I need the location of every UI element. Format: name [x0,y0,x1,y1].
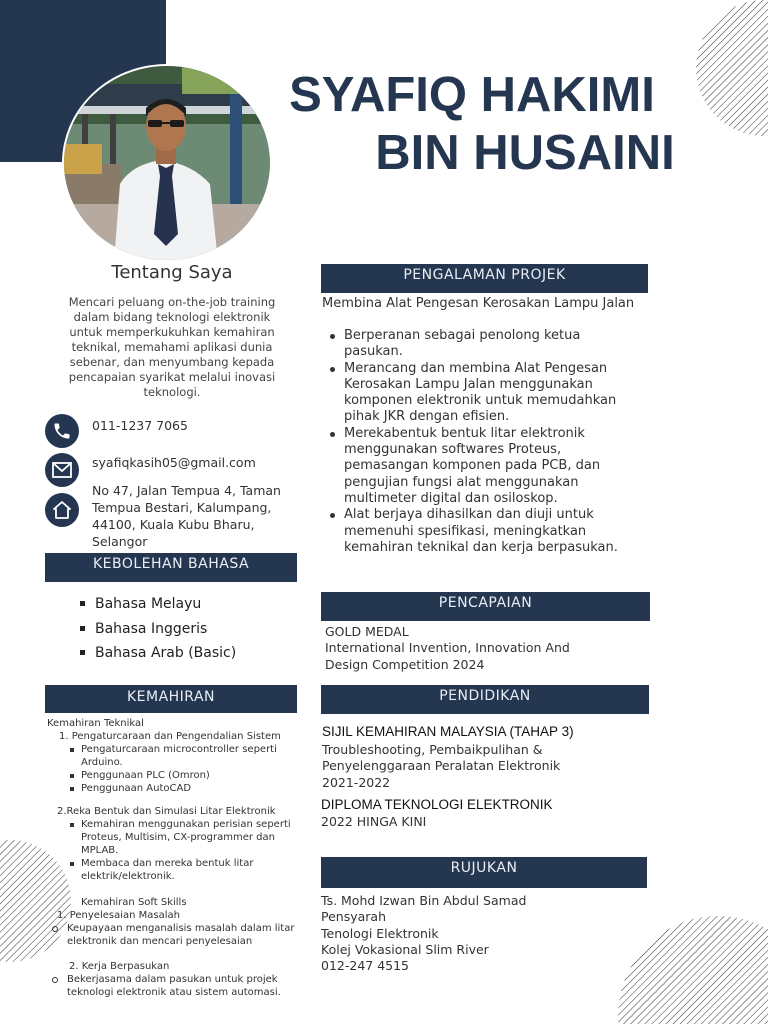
soft-skill-2-title: 2. Kerja Berpasukan [69,961,170,972]
skill-group-1-title: 1. Pengaturcaraan dan Pengendalian Sistem [59,731,281,742]
skills-section-header: KEMAHIRAN [45,685,297,713]
about-text: Mencari peluang on-the-job training dalam bidang teknologi elektronik untuk memperkukuhkan kemahiran teknikal, memahami aplikasi dunia sebenar, dan menyumbang kepada pencapaian syarikat melalui inovasi teknologi. [68,295,276,399]
skills-content [47,717,297,999]
achievement-details [325,624,645,673]
education-2-years: 2022 HINGA KINI [321,814,427,829]
technical-skills-heading: Kemahiran Teknikal [47,718,144,729]
project-item: Berperanan sebagai penolong ketua pasukan. [322,328,638,361]
soft-skill-2-list [47,973,297,999]
language-item: Bahasa Inggeris [80,617,236,642]
achievement-section-header: PENCAPAIAN [321,592,650,621]
soft-skill-1-list [47,922,297,948]
reference-line: Pensyarah [321,909,386,925]
languages-section-header: KEBOLEHAN BAHASA [45,553,297,582]
full-name-line-2 [340,124,710,182]
skill-item: Penggunaan AutoCAD [47,782,297,795]
education-years: 2021-2022 [322,774,391,790]
reference-details [321,893,621,974]
home-icon-badge [45,493,79,527]
about-title: Tentang Saya [111,262,233,283]
profile-photo-illustration [62,64,272,262]
skill-group-1-list [47,743,297,795]
education-line: Penyelenggaraan Peralatan Elektronik [322,758,561,774]
skill-group-2-title: 2.Reka Bentuk dan Simulasi Litar Elektronik [57,806,276,817]
project-name: Membina Alat Pengesan Kerosakan Lampu Jalan [322,296,635,311]
languages-list [80,592,236,666]
name-line-1: SYAFIQ HAKIMI [289,68,655,122]
reference-line: Kolej Vokasional Slim River [321,941,489,957]
education-2-title: DIPLOMA TEKNOLOGI ELEKTRONIK [321,797,553,812]
project-item: Merancang dan membina Alat Pengesan Kerosakan Lampu Jalan menggunakan komponen elektronik untuk memudahkan pihak JKR dengan efisien. [322,361,638,426]
hatched-circle-top-right [692,0,768,138]
project-item: Alat berjaya dihasilkan dan diuji untuk memenuhi spesifikasi, meningkatkan kemahiran teknikal dan kerja berpasukan. [322,507,638,556]
skill-item: Pengaturcaraan microcontroller seperti Arduino. [47,743,297,769]
reference-section-header: RUJUKAN [321,857,647,888]
mail-icon [52,462,72,478]
achievement-line: GOLD MEDAL [325,624,409,639]
soft-skill-item: Keupayaan menganalisis masalah dalam litar elektronik dan mencari penyelesaian [47,922,297,948]
project-section-header: PENGALAMAN PROJEK [321,264,648,293]
hatched-circle-bottom-right [618,916,768,1024]
phone-icon-badge [45,414,79,448]
reference-line: Ts. Mohd Izwan Bin Abdul Samad [321,893,527,908]
phone-number[interactable]: 011-1237 7065 [92,418,188,433]
education-section-header: PENDIDIKAN [321,685,649,714]
full-name [262,66,682,124]
home-icon [52,500,72,520]
reference-line: 012-247 4515 [321,958,410,974]
education-1-details [322,742,642,791]
profile-photo [62,64,272,262]
soft-skills-heading: Kemahiran Soft Skills [81,897,187,908]
soft-skill-1-title: 1. Penyelesaian Masalah [57,910,180,921]
language-item: Bahasa Arab (Basic) [80,641,236,666]
mail-icon-badge [45,453,79,487]
home-address: No 47, Jalan Tempua 4, Taman Tempua Bestari, Kalumpang, 44100, Kuala Kubu Bharu, Selangor [92,483,281,549]
skill-group-2-list [47,818,297,883]
email-address[interactable]: syafiqkasih05@gmail.com [92,455,256,470]
soft-skill-item: Bekerjasama dalam pasukan untuk projek teknologi elektronik atau sistem automasi. [47,973,297,999]
language-item: Bahasa Melayu [80,592,236,617]
skill-item: Kemahiran menggunakan perisian seperti Proteus, Multisim, CX-programmer dan MPLAB. [47,818,297,857]
phone-icon [52,421,72,441]
skill-item: Membaca dan mereka bentuk litar elektrik/elektronik. [47,857,297,883]
education-line: Troubleshooting, Pembaikpulihan & [322,742,543,757]
name-line-2: BIN HUSAINI [375,126,675,180]
achievement-line: International Invention, Innovation And [325,640,570,656]
project-list [322,328,638,556]
reference-line: Tenologi Elektronik [321,925,439,941]
achievement-line: Design Competition 2024 [325,656,485,672]
project-item: Merekabentuk bentuk litar elektronik menggunakan softwares Proteus, pemasangan komponen pada PCB, dan pengujian fungsi alat menggunakan multimeter digital dan osiloskop. [322,426,638,507]
skill-item: Penggunaan PLC (Omron) [47,769,297,782]
education-1-title: SIJIL KEMAHIRAN MALAYSIA (TAHAP 3) [322,724,574,739]
